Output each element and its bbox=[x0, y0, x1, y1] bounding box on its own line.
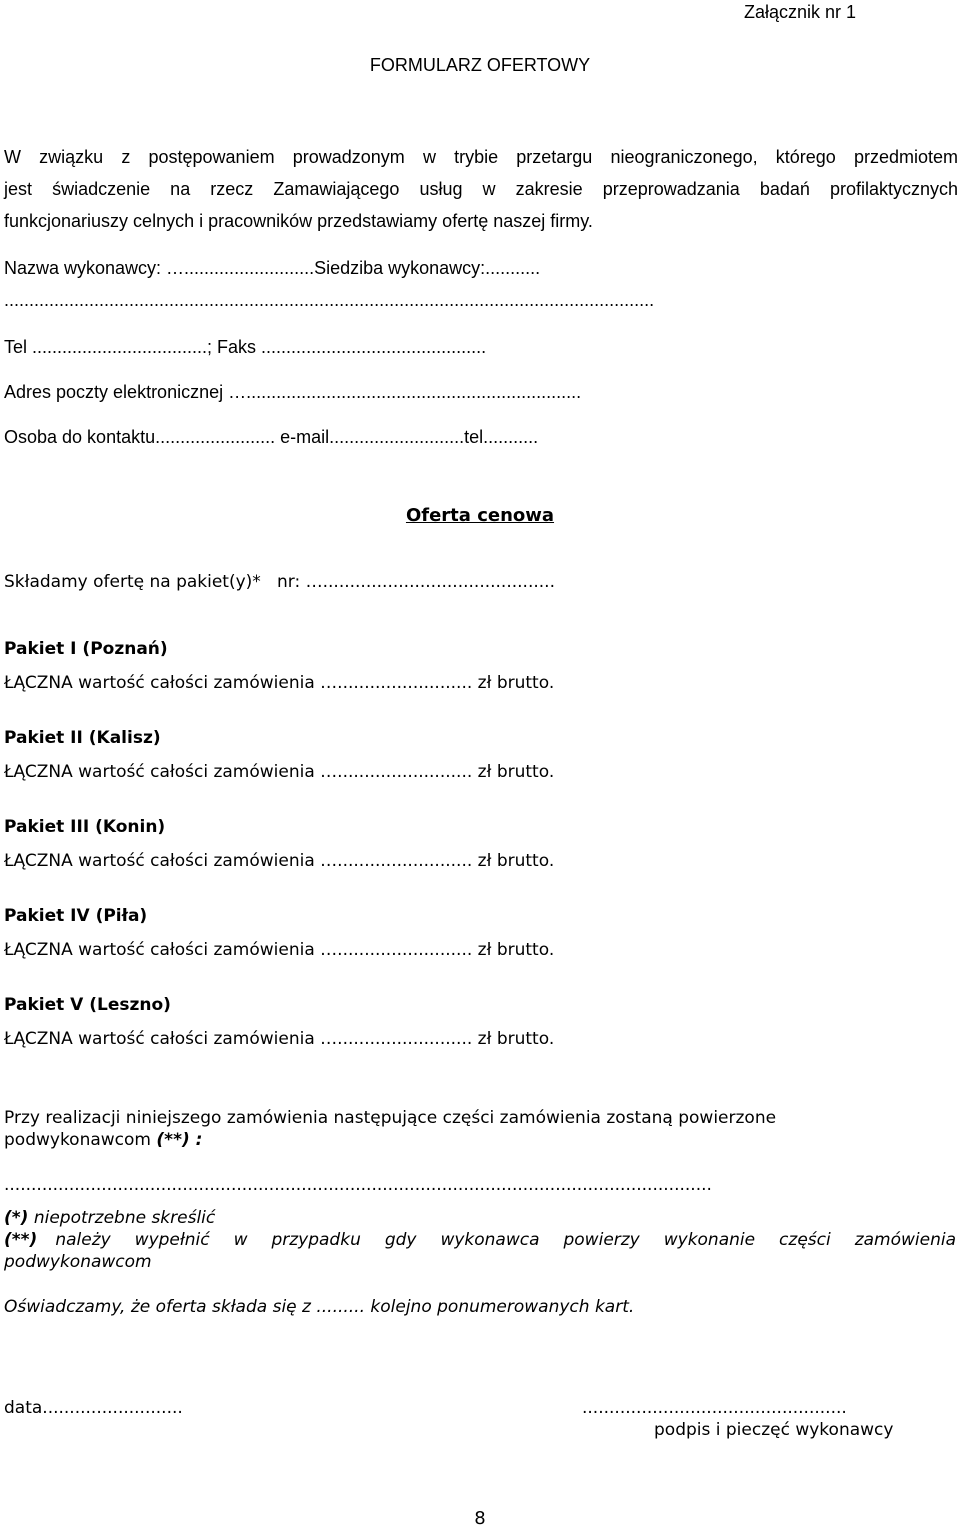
contact-person-field: Osoba do kontaktu........................ e-mail...........................tel........... bbox=[4, 427, 539, 447]
intro-line-1: W związku z postępowaniem prowadzonym w trybie przetargu nieograniczonego, którego przedmiotem bbox=[4, 147, 958, 167]
signature-dots: ................................................. bbox=[582, 1398, 847, 1418]
attachment-label: Załącznik nr 1 bbox=[743, 2, 856, 22]
page-number: 8 bbox=[474, 1508, 486, 1529]
subcontract-note-mark: (**) : bbox=[156, 1130, 203, 1150]
footnote-1-mark: (*) bbox=[4, 1208, 29, 1228]
declaration: Oświadczamy, że oferta składa się z ......... kolejno ponumerowanych kart. bbox=[4, 1297, 635, 1317]
subcontract-label: podwykonawcom bbox=[4, 1130, 157, 1150]
intro-line-3: funkcjonariuszy celnych i pracowników przedstawiamy ofertę naszej firmy. bbox=[4, 211, 593, 231]
email-address-field: Adres poczty elektronicznej …................................................................... bbox=[4, 382, 582, 402]
footnote-2 bbox=[4, 1230, 956, 1250]
subcontract-line-1: Przy realizacji niniejszego zamówienia następujące części zamówienia zostaną powierzone bbox=[4, 1108, 777, 1128]
contractor-address-dots: .................................................................................................................................. bbox=[4, 290, 655, 310]
package-value: ŁĄCZNA wartość całości zamówienia …......................... zł brutto. bbox=[4, 940, 555, 960]
package-value: ŁĄCZNA wartość całości zamówienia …......................... zł brutto. bbox=[4, 1029, 555, 1049]
package-title: Pakiet IV (Piła) bbox=[4, 906, 148, 926]
subcontract-dots: ................................................................................................................................... bbox=[4, 1175, 712, 1195]
contractor-name-field: Nazwa wykonawcy: …..........................Siedziba wykonawcy:........... bbox=[4, 258, 541, 278]
subcontract-line-2 bbox=[4, 1130, 202, 1150]
footnote-1 bbox=[4, 1208, 215, 1228]
package-value: ŁĄCZNA wartość całości zamówienia …......................... zł brutto. bbox=[4, 762, 555, 782]
package-title: Pakiet II (Kalisz) bbox=[4, 728, 161, 748]
date-field: data.......................... bbox=[4, 1398, 183, 1418]
package-title: Pakiet III (Konin) bbox=[4, 817, 166, 837]
signature-label: podpis i pieczęć wykonawcy bbox=[654, 1420, 894, 1440]
form-title: FORMULARZ OFERTOWY bbox=[369, 55, 591, 75]
packages-selection-line: Składamy ofertę na pakiet(y)* nr: …........................................... bbox=[4, 572, 555, 592]
package-title: Pakiet V (Leszno) bbox=[4, 995, 171, 1015]
intro-line-2: jest świadczenie na rzecz Zamawiającego usług w zakresie przeprowadzania badań profilaktycznych bbox=[4, 179, 958, 199]
package-title: Pakiet I (Poznań) bbox=[4, 639, 168, 659]
package-value: ŁĄCZNA wartość całości zamówienia …......................... zł brutto. bbox=[4, 673, 555, 693]
tel-fax-field: Tel ...................................; Faks ............................................. bbox=[4, 337, 487, 357]
footnote-2-text: należy wypełnić w przypadku gdy wykonawca powierzy wykonanie części zamówienia bbox=[55, 1230, 956, 1250]
footnote-1-text: niepotrzebne skreślić bbox=[28, 1208, 216, 1228]
package-value: ŁĄCZNA wartość całości zamówienia …......................... zł brutto. bbox=[4, 851, 555, 871]
footnote-2-mark: (**) bbox=[4, 1230, 38, 1250]
footnote-2-continuation: podwykonawcom bbox=[4, 1252, 152, 1272]
offer-heading: Oferta cenowa bbox=[405, 505, 555, 526]
